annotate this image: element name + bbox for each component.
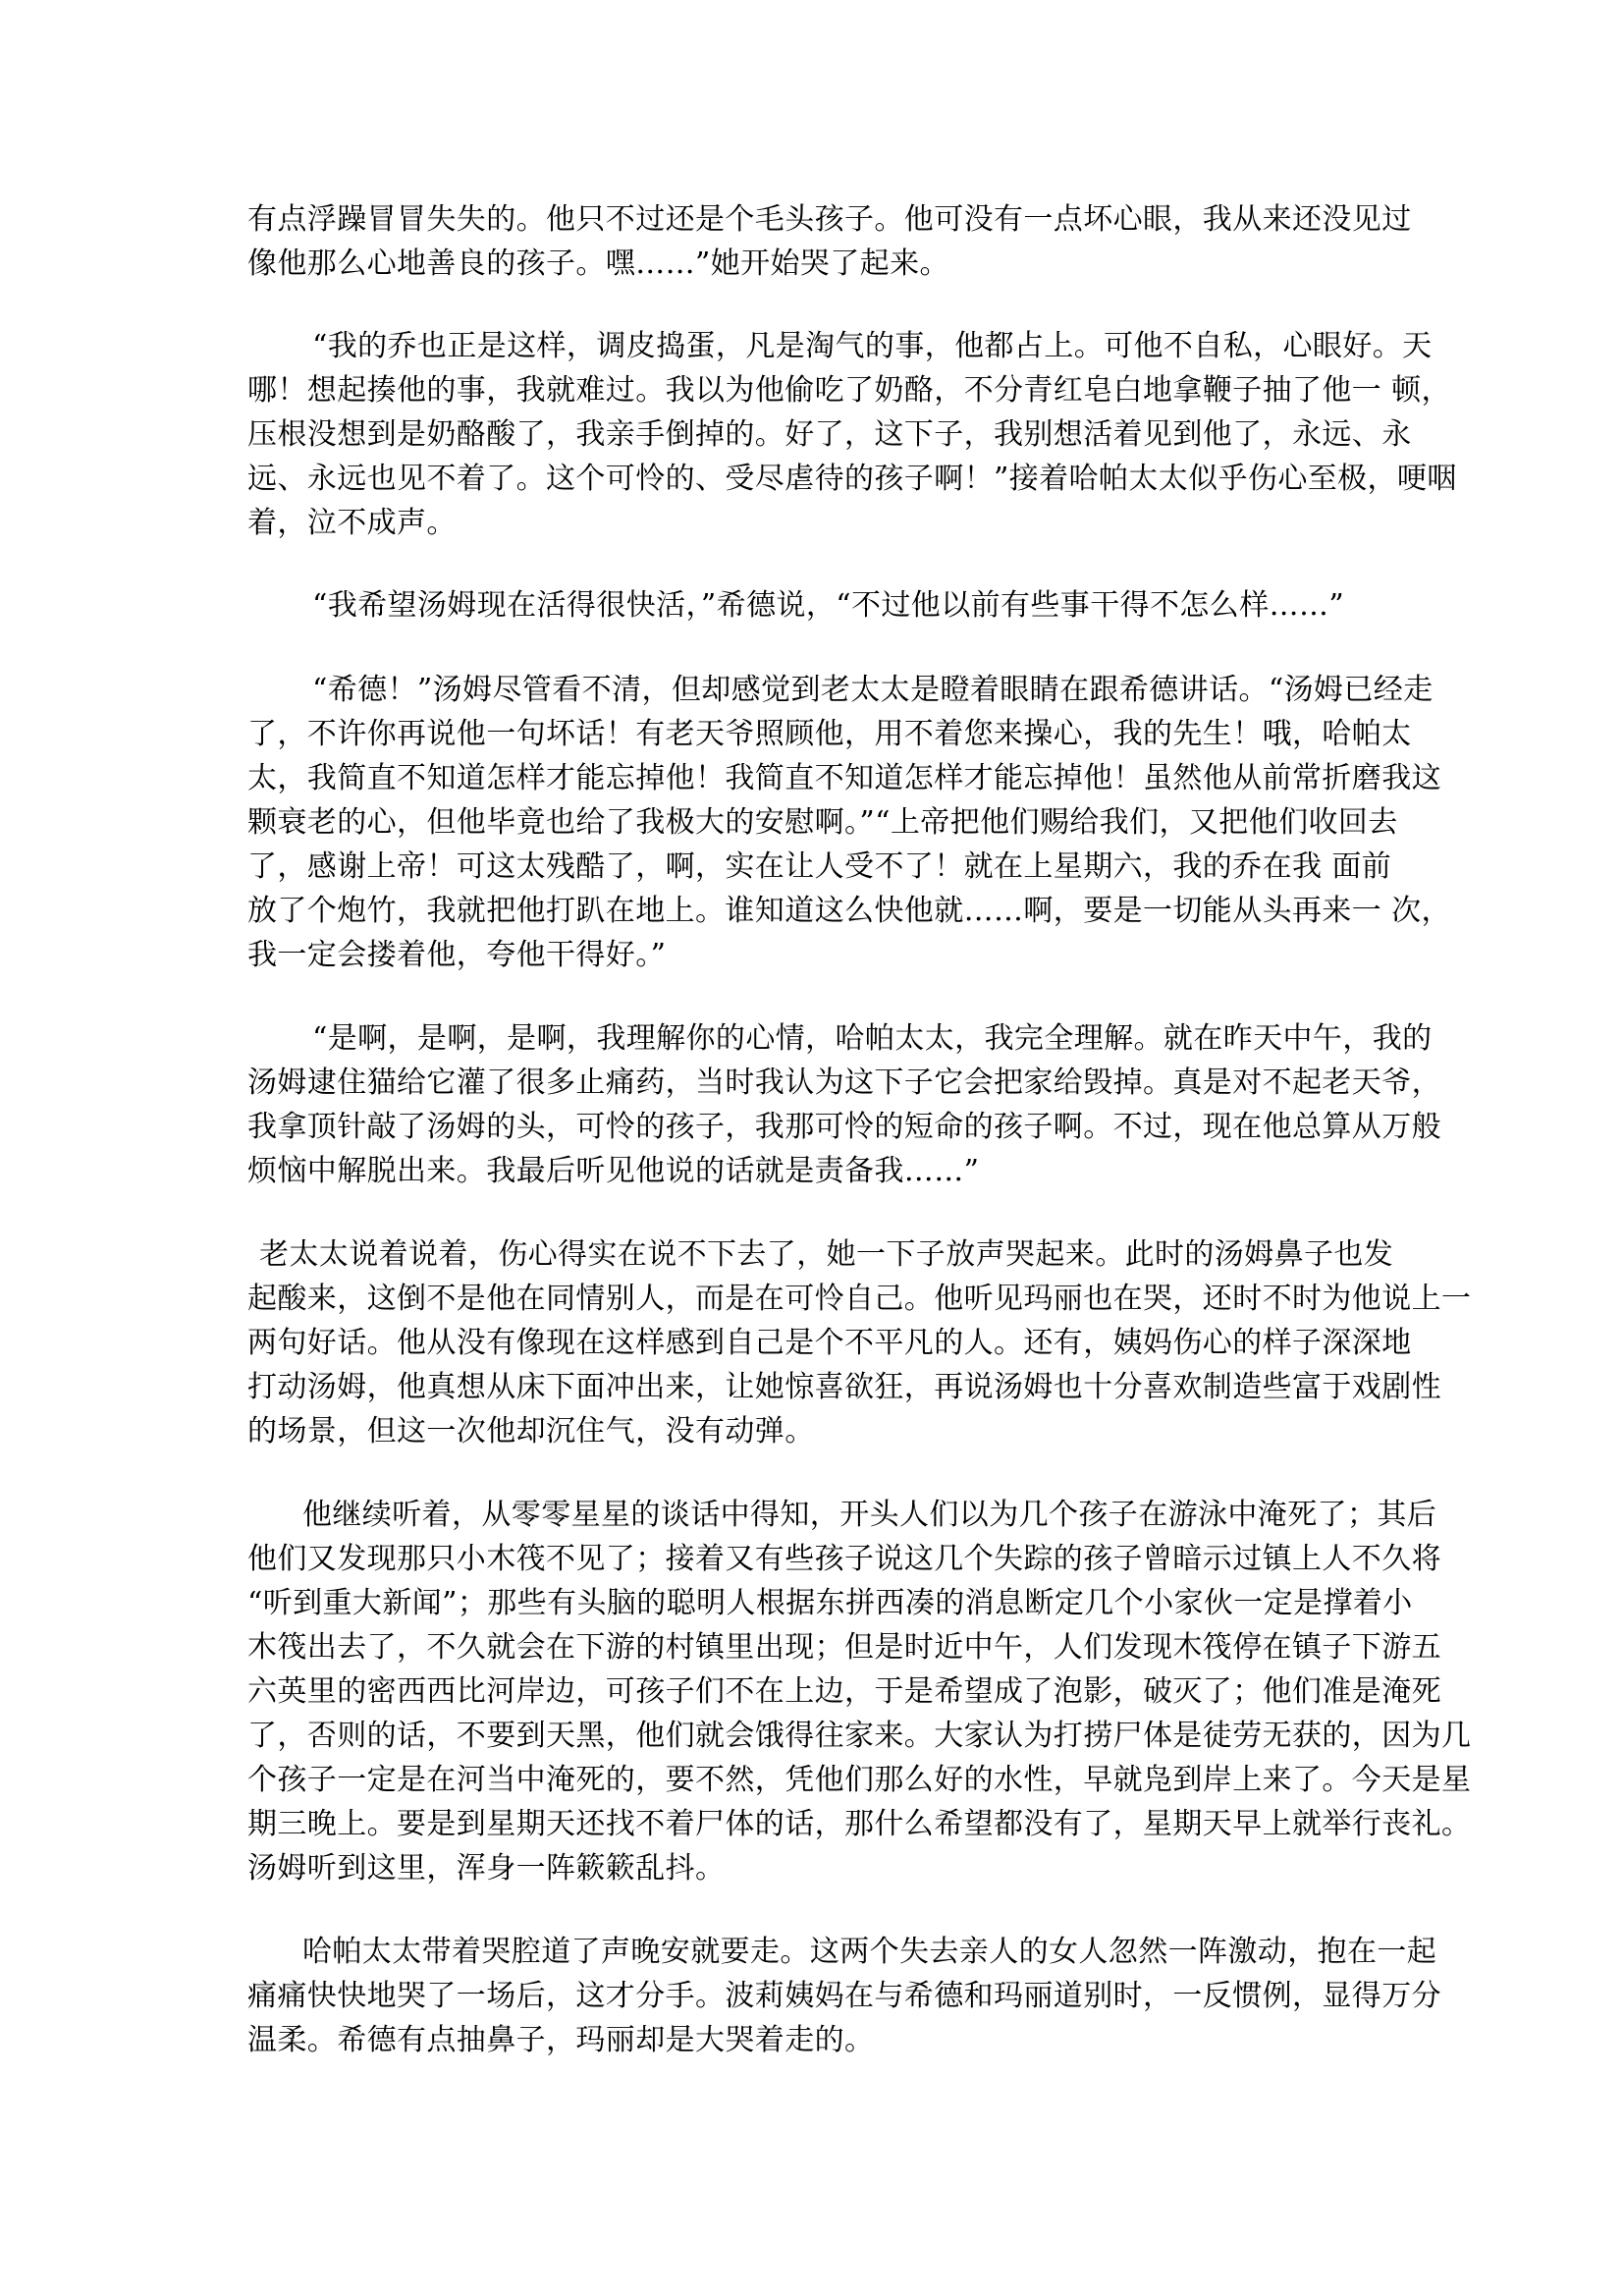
text-line: 老太太说着说着，伤心得实在说不下去了，她一下子放声哭起来。此时的汤姆鼻子也发: [259, 1237, 1394, 1272]
text-line: 痛痛快快地哭了一场后，这才分手。波莉姨妈在与希德和玛丽道别时，一反惯例，显得万分: [247, 1979, 1441, 2013]
text-line: 温柔。希德有点抽鼻子，玛丽却是大哭着走的。: [247, 2023, 875, 2057]
text-line: 着，泣不成声。: [247, 506, 457, 540]
text-line: 了，否则的话，不要到天黑，他们就会饿得往家来。大家认为打捞尸体是徒劳无获的，因为几: [247, 1719, 1472, 1753]
text-line: 放了个炮竹，我就把他打趴在地上。谁知道这么快他就……啊，要是一切能从头再来一 次，: [247, 894, 1451, 928]
text-line: 哈帕太太带着哭腔道了声晚安就要走。这两个失去亲人的女人忽然一阵激动，抱在一起: [302, 1935, 1437, 1969]
text-line: “我希望汤姆现在活得很快活，”希德说，“不过他以前有些事干得不怎么样……”: [312, 588, 1345, 623]
text-line: 期三晚上。要是到星期天还找不着尸体的话，那什么希望都没有了，星期天早上就举行丧礼。: [247, 1807, 1472, 1841]
text-line: 烦恼中解脱出来。我最后听见他说的话就是责备我……”: [247, 1154, 980, 1188]
text-line: 汤姆听到这里，浑身一阵簌簌乱抖。: [247, 1851, 726, 1886]
text-line: 了，不许你再说他一句坏话！有老天爷照顾他，用不着您来操心，我的先生！哦，哈帕太: [247, 717, 1412, 751]
text-line: “听到重大新闻”；那些有头脑的聪明人根据东拼西凑的消息断定几个小家伙一定是撑着小: [247, 1586, 1413, 1620]
text-line: 我一定会搂着他，夸他干得好。”: [247, 938, 667, 972]
text-line: 的场景，但这一次他却沉住气，没有动弹。: [247, 1414, 815, 1449]
text-line: 压根没想到是奶酪酸了，我亲手倒掉的。好了，这下子，我别想活着见到他了，永远、永: [247, 417, 1412, 452]
text-line: 有点浮躁冒冒失失的。他只不过还是个毛头孩子。他可没有一点坏心眼，我从来还没见过: [247, 202, 1412, 237]
text-line: 远、永远也见不着了。这个可怜的、受尽虐待的孩子啊！”接着哈帕太太似乎伤心至极，哽咽: [247, 462, 1457, 496]
text-line: 颗衰老的心，但他毕竟也给了我极大的安慰啊。”“上帝把他们赐给我们，又把他们收回去: [247, 805, 1398, 840]
text-line: 我拿顶针敲了汤姆的头，可怜的孩子，我那可怜的短命的孩子啊。不过，现在他总算从万般: [247, 1110, 1441, 1144]
text-line: 了，感谢上帝！可这太残酷了，啊，实在让人受不了！就在上星期六，我的乔在我 面前: [247, 849, 1392, 884]
text-line: “我的乔也正是这样，调皮捣蛋，凡是淘气的事，他都占上。可他不自私，心眼好。天: [312, 329, 1433, 363]
text-line: 太，我简直不知道怎样才能忘掉他！我简直不知道怎样才能忘掉他！虽然他从前常折磨我这: [247, 761, 1441, 795]
text-line: “希德！”汤姆尽管看不清，但却感觉到老太太是瞪着眼睛在跟希德讲话。“汤姆已经走: [312, 673, 1434, 707]
text-line: 哪！想起揍他的事，我就难过。我以为他偷吃了奶酪，不分青红皂白地拿鞭子抽了他一 顿，: [247, 373, 1451, 408]
text-line: 像他那么心地善良的孩子。嘿……”她开始哭了起来。: [247, 246, 949, 281]
text-line: 打动汤姆，他真想从床下面冲出来，让她惊喜欲狂，再说汤姆也十分喜欢制造些富于戏剧性: [247, 1370, 1441, 1404]
text-line: 汤姆逮住猫给它灌了很多止痛药，当时我认为这下子它会把家给毁掉。真是对不起老天爷，: [247, 1066, 1441, 1100]
text-line: “是啊，是啊，是啊，我理解你的心情，哈帕太太，我完全理解。就在昨天中午，我的: [312, 1021, 1433, 1056]
text-line: 个孩子一定是在河当中淹死的，要不然，凭他们那么好的水性，早就凫到岸上来了。今天是星: [247, 1763, 1472, 1797]
text-line: 他们又发现那只小木筏不见了；接着又有些孩子说这几个失踪的孩子曾暗示过镇上人不久将: [247, 1542, 1441, 1576]
text-line: 两句好话。他从没有像现在这样感到自己是个不平凡的人。还有，姨妈伤心的样子深深地: [247, 1326, 1412, 1360]
text-line: 木筏出去了，不久就会在下游的村镇里出现；但是时近中午，人们发现木筏停在镇子下游五: [247, 1630, 1441, 1665]
text-line: 六英里的密西西比河岸边，可孩子们不在上边，于是希望成了泡影，破灭了；他们准是淹死: [247, 1674, 1441, 1709]
text-line: 起酸来，这倒不是他在同情别人，而是在可怜自己。他听见玛丽也在哭，还时不时为他说上一: [247, 1282, 1472, 1316]
text-line: 他继续听着，从零零星星的谈话中得知，开头人们以为几个孩子在游泳中淹死了；其后: [302, 1498, 1437, 1532]
